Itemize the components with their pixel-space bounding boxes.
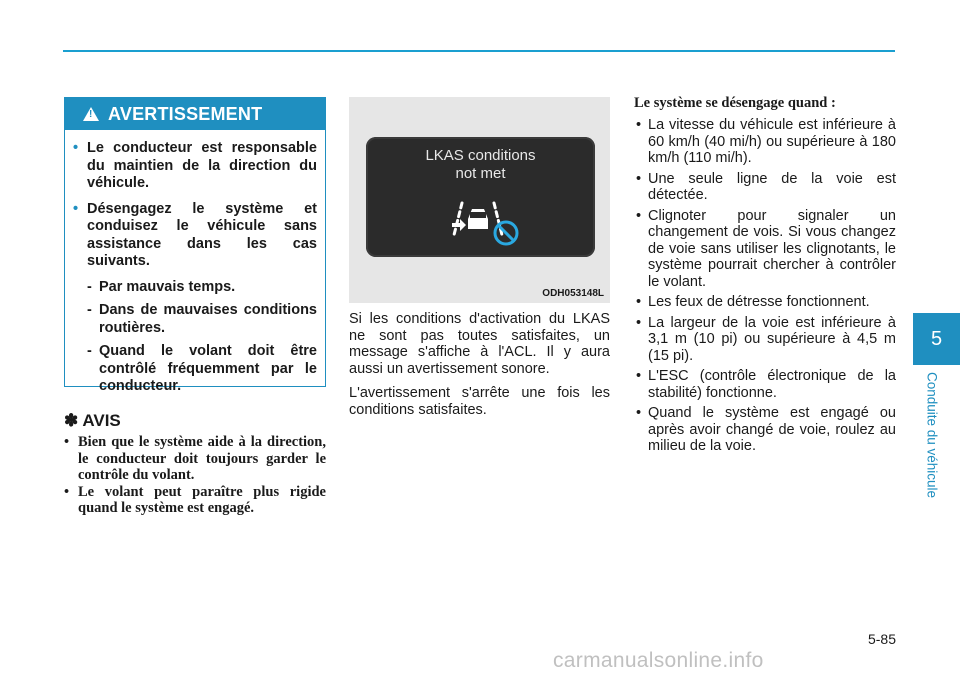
- lkas-disabled-icon: [448, 197, 524, 249]
- notice-list: [64, 434, 326, 517]
- warning-sub-item: - Quand le volant doit être contrôlé fréquemment par le conducteur.: [87, 343, 317, 394]
- warning-triangle-icon: [83, 107, 99, 121]
- page-number: 5-85: [867, 631, 896, 647]
- warning-sub-item: - Dans de mauvaises conditions routières.: [87, 302, 317, 336]
- list-item: • Les feux de détresse fonctionnent.: [636, 294, 870, 310]
- warning-header: [65, 98, 325, 130]
- list-item: • Clignoter pour signaler un changement de vois. Si vous changez de voie sans utiliser les clignotants, le système pourrait chercher à contrôler le volant.: [636, 207, 896, 290]
- cluster-display: [366, 137, 595, 257]
- notice-title: ✽ AVIS: [64, 411, 121, 430]
- warning-bullet: • Désengagez le système et conduisez le véhicule sans assistance dans les cas suivants.: [73, 200, 317, 269]
- list-item: • Quand le système est engagé ou après avoir changé de voie, roulez au milieu de la voie.: [636, 405, 896, 454]
- warning-title: AVERTISSEMENT: [108, 103, 263, 124]
- chapter-label: Conduite du véhicule: [924, 371, 940, 499]
- warning-bullet: • Le conducteur est responsable du maintien de la direction du véhicule.: [73, 140, 317, 191]
- header-rule: [63, 50, 895, 52]
- lkas-description: [349, 311, 610, 426]
- disengage-title: Le système se désengage quand :: [634, 95, 836, 111]
- paragraph: Si les conditions d'activation du LKAS ne sont pas toutes satisfaites, un message s'affiche à l'ACL. Il y aura aussi un avertissement sonore.: [349, 311, 610, 377]
- watermark: carmanualsonline.info: [553, 649, 764, 672]
- list-item: • La vitesse du véhicule est inférieure à 60 km/h (40 mi/h) ou supérieure à 180 km/h (110 mi/h).: [636, 117, 896, 166]
- figure-code: ODH053148L: [542, 288, 604, 299]
- lkas-figure: [349, 97, 610, 303]
- paragraph: L'avertissement s'arrête une fois les conditions satisfaites.: [349, 385, 610, 418]
- chapter-tab[interactable]: 5: [913, 313, 960, 365]
- disengage-list: [634, 117, 896, 459]
- list-item: • Une seule ligne de la voie est détectée.: [636, 170, 896, 203]
- notice-item: • Bien que le système aide à la direction, le conducteur doit toujours garder le contrôle du volant.: [64, 434, 326, 483]
- notice-item: • Le volant peut paraître plus rigide quand le système est engagé.: [64, 483, 326, 516]
- display-line-2: not met: [455, 165, 506, 182]
- list-item: • La largeur de la voie est inférieure à 3,1 m (10 pi) ou supérieure à 4,5 m (15 pi).: [636, 314, 896, 364]
- warning-sub-item: - Par mauvais temps.: [87, 278, 236, 295]
- list-item: • L'ESC (contrôle électronique de la stabilité) fonctionne.: [636, 368, 896, 401]
- display-line-1: LKAS conditions: [425, 147, 536, 164]
- warning-box: [64, 97, 326, 394]
